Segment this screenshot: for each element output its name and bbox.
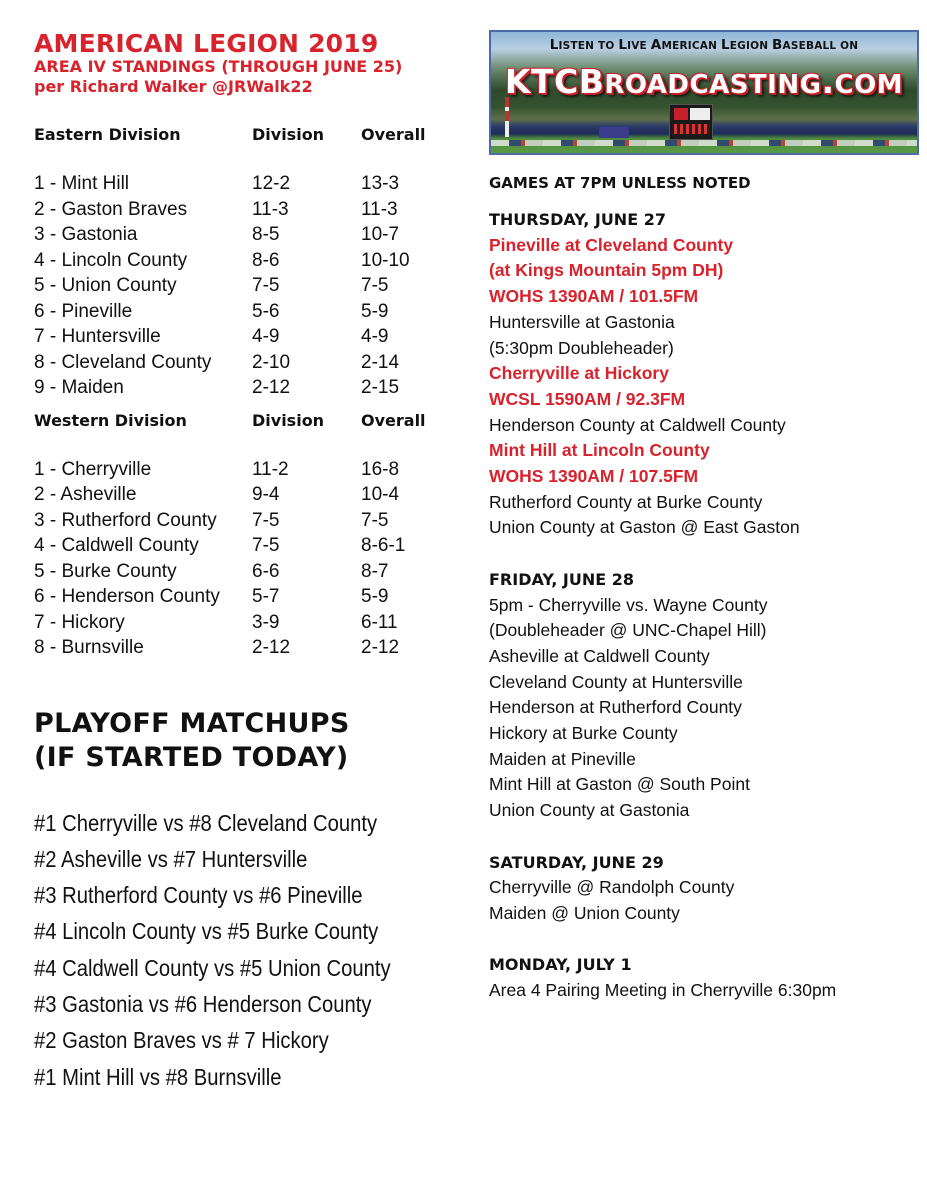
schedule-column (489, 30, 919, 1004)
overall-record: 10-7 (361, 224, 400, 245)
table-row (34, 457, 474, 483)
day-heading: SATURDAY, JUNE 29 (489, 852, 664, 872)
standings-column (34, 30, 474, 1095)
team-name: 4 - Lincoln County (34, 249, 188, 271)
overall-record: 8-6-1 (361, 535, 406, 556)
eastern-division-header (34, 125, 474, 147)
division-record: 5-7 (252, 586, 280, 607)
schedule-day (489, 207, 919, 541)
schedule-day (489, 567, 919, 824)
team-name: 2 - Asheville (34, 484, 137, 505)
overall-record: 8-7 (361, 560, 389, 582)
list-item: #4 Caldwell County vs #5 Union County (34, 954, 391, 981)
western-standings-table (34, 457, 474, 661)
broadcast-game-item: WOHS 1390AM / 101.5FM (489, 286, 699, 307)
day-heading: FRIDAY, JUNE 28 (489, 569, 635, 589)
list-item: #4 Lincoln County vs #5 Burke County (34, 918, 379, 945)
game-item: Henderson County at Caldwell County (489, 414, 786, 435)
overall-record: 2-12 (361, 637, 400, 658)
overall-record: 4-9 (361, 326, 389, 347)
column-header-overall: Overall (361, 125, 426, 144)
game-item: Huntersville at Gastonia (489, 311, 675, 332)
team-name: 4 - Caldwell County (34, 535, 199, 556)
schedule-list (489, 207, 919, 1004)
list-item: #1 Mint Hill vs #8 Burnsville (34, 1063, 282, 1090)
western-division-header (34, 411, 474, 433)
division-record: 8-5 (252, 224, 280, 245)
division-record: 11-2 (252, 458, 289, 480)
table-row (34, 350, 474, 376)
team-name: 3 - Gastonia (34, 224, 138, 245)
broadcast-game-item: (at Kings Mountain 5pm DH) (489, 260, 724, 281)
playoff-title-line2: (IF STARTED TODAY) (34, 741, 349, 773)
game-item: Area 4 Pairing Meeting in Cherryville 6:30pm (489, 980, 837, 1001)
flag-icon (505, 97, 509, 137)
division-record: 7-5 (252, 535, 280, 556)
schedule-day (489, 850, 919, 927)
team-name: 6 - Henderson County (34, 586, 220, 607)
broadcast-game-item: Pineville at Cleveland County (489, 234, 734, 255)
game-item: (Doubleheader @ UNC-Chapel Hill) (489, 620, 767, 641)
overall-record: 2-15 (361, 377, 400, 398)
division-record: 7-5 (252, 275, 280, 296)
table-row (34, 482, 474, 508)
overall-record: 10-10 (361, 249, 410, 271)
team-name: 5 - Union County (34, 275, 177, 296)
games-time-note: GAMES AT 7PM UNLESS NOTED (489, 174, 751, 192)
overall-record: 11-3 (361, 198, 398, 220)
table-row (34, 222, 474, 248)
team-name: 7 - Huntersville (34, 326, 161, 347)
table-row (34, 273, 474, 299)
team-name: 8 - Cleveland County (34, 351, 212, 373)
team-name: 2 - Gaston Braves (34, 198, 188, 220)
scoreboard-icon (669, 104, 713, 140)
team-name: 9 - Maiden (34, 377, 124, 398)
banner-tagline: LISTEN TO LIVE AMERICAN LEGION BASEBALL ON (549, 37, 859, 53)
broadcast-game-item: WOHS 1390AM / 107.5FM (489, 466, 699, 487)
list-item: #3 Rutherford County vs #6 Pineville (34, 882, 363, 909)
table-row (34, 248, 474, 274)
game-item: Hickory at Burke County (489, 723, 678, 744)
team-name: 5 - Burke County (34, 560, 177, 582)
column-header-team: Western Division (34, 410, 187, 430)
overall-record: 13-3 (361, 173, 400, 194)
list-item: #2 Asheville vs #7 Huntersville (34, 845, 308, 872)
game-item: 5pm - Cherryville vs. Wayne County (489, 594, 768, 615)
table-row (34, 559, 474, 585)
team-name: 7 - Hickory (34, 611, 125, 633)
broadcast-game-item: Mint Hill at Lincoln County (489, 440, 710, 461)
page-title: AMERICAN LEGION 2019 (34, 29, 379, 58)
page-subtitle: AREA IV STANDINGS (THROUGH JUNE 25) (34, 57, 403, 76)
ktc-broadcasting-banner[interactable] (489, 30, 919, 155)
list-item: #1 Cherryville vs #8 Cleveland County (34, 809, 378, 836)
division-record: 2-12 (252, 637, 291, 658)
table-row (34, 584, 474, 610)
table-row (34, 197, 474, 223)
playoff-title-line1: PLAYOFF MATCHUPS (34, 707, 350, 739)
team-name: 3 - Rutherford County (34, 509, 217, 531)
game-item: Union County at Gaston @ East Gaston (489, 517, 800, 538)
column-header-overall: Overall (361, 410, 426, 430)
overall-record: 2-14 (361, 351, 400, 373)
table-row (34, 171, 474, 197)
overall-record: 6-11 (361, 611, 398, 633)
game-item: Rutherford County at Burke County (489, 491, 763, 512)
game-item: Asheville at Caldwell County (489, 645, 710, 666)
division-record: 7-5 (252, 509, 280, 531)
division-record: 8-6 (252, 249, 280, 271)
division-record: 6-6 (252, 560, 280, 582)
overall-record: 7-5 (361, 275, 389, 296)
overall-record: 10-4 (361, 484, 400, 505)
division-record: 2-10 (252, 351, 291, 373)
list-item: #2 Gaston Braves vs # 7 Hickory (34, 1027, 329, 1054)
game-item: Maiden at Pineville (489, 748, 636, 769)
column-header-team: Eastern Division (34, 125, 181, 144)
division-record: 9-4 (252, 484, 280, 505)
day-heading: MONDAY, JULY 1 (489, 955, 632, 975)
team-name: 8 - Burnsville (34, 637, 144, 658)
table-row (34, 508, 474, 534)
game-item: Henderson at Rutherford County (489, 697, 742, 718)
division-record: 4-9 (252, 326, 280, 347)
team-name: 1 - Cherryville (34, 458, 152, 480)
broadcast-game-item: WCSL 1590AM / 92.3FM (489, 388, 686, 409)
column-header-division: Division (252, 410, 325, 430)
game-item: Maiden @ Union County (489, 902, 680, 923)
game-item: Cherryville @ Randolph County (489, 877, 735, 898)
division-record: 5-6 (252, 300, 280, 322)
overall-record: 5-9 (361, 586, 389, 607)
table-row (34, 299, 474, 325)
table-row (34, 610, 474, 636)
overall-record: 5-9 (361, 300, 389, 322)
billboard-ad (599, 127, 629, 138)
table-row (34, 324, 474, 350)
day-heading: THURSDAY, JUNE 27 (489, 210, 666, 229)
column-header-division: Division (252, 125, 325, 144)
list-item: #3 Gastonia vs #6 Henderson County (34, 990, 372, 1017)
game-item: (5:30pm Doubleheader) (489, 337, 674, 358)
table-row (34, 533, 474, 559)
outfield-wall (491, 140, 917, 146)
credit-line: per Richard Walker @JRWalk22 (34, 77, 313, 96)
team-name: 6 - Pineville (34, 300, 133, 322)
division-record: 2-12 (252, 377, 291, 398)
game-item: Cleveland County at Huntersville (489, 671, 743, 692)
division-record: 11-3 (252, 198, 289, 220)
division-record: 12-2 (252, 173, 291, 194)
game-item: Mint Hill at Gaston @ South Point (489, 774, 750, 795)
team-name: 1 - Mint Hill (34, 173, 130, 194)
table-row (34, 375, 474, 401)
overall-record: 7-5 (361, 509, 389, 531)
eastern-standings-table (34, 171, 474, 401)
banner-url: KTCBROADCASTING.COM (504, 62, 904, 101)
playoff-matchups-list (34, 805, 474, 1095)
game-item: Union County at Gastonia (489, 800, 690, 821)
broadcast-game-item: Cherryville at Hickory (489, 363, 669, 384)
division-record: 3-9 (252, 611, 280, 633)
overall-record: 16-8 (361, 458, 400, 480)
table-row (34, 635, 474, 661)
schedule-day (489, 952, 919, 1003)
